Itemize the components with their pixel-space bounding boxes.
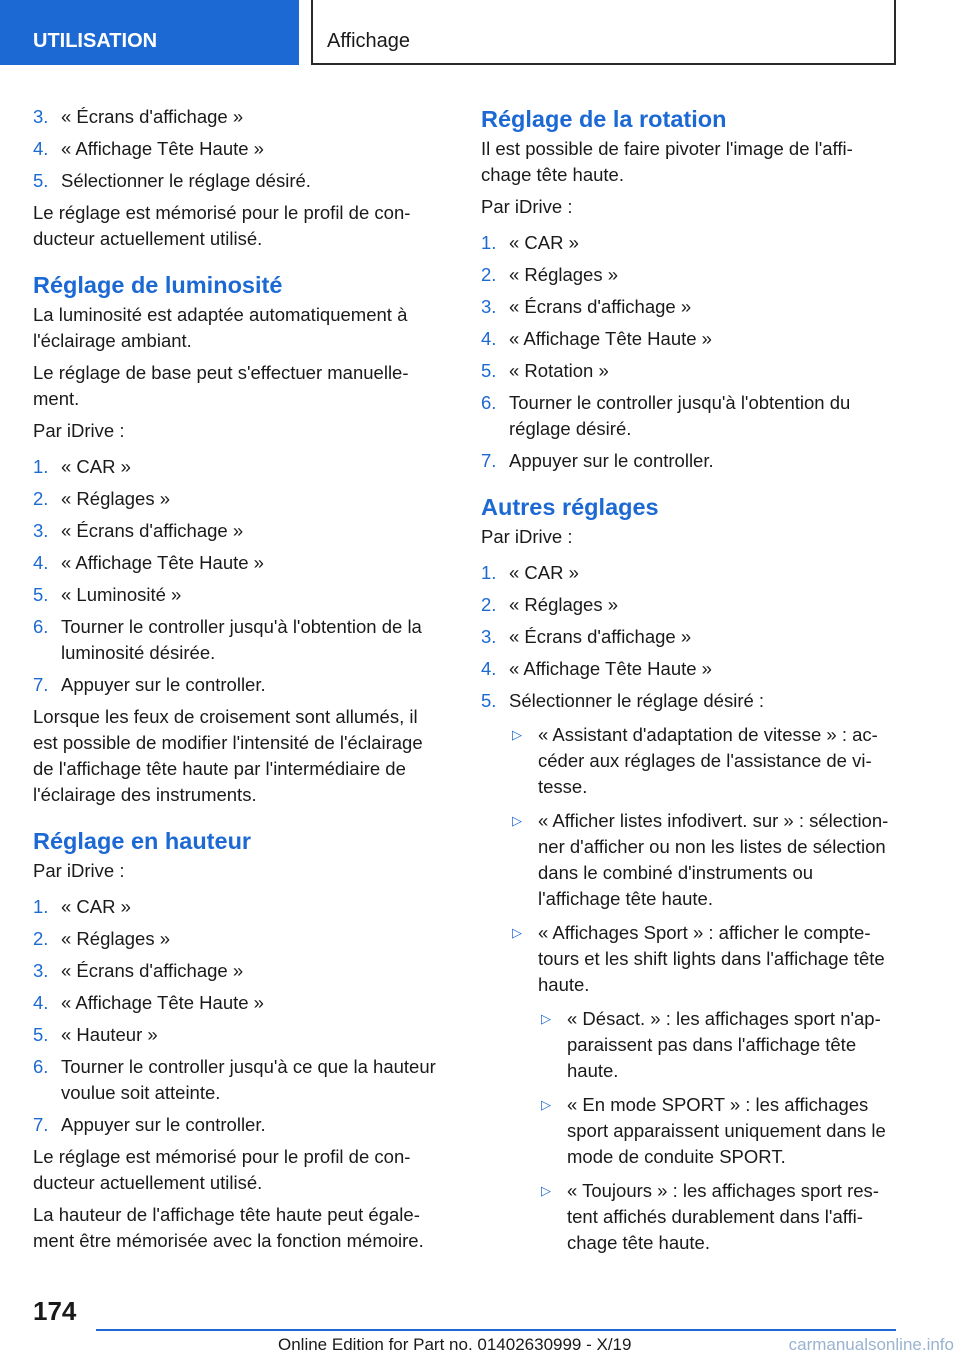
heading-hauteur: Réglage en hauteur bbox=[33, 828, 252, 854]
right-column bbox=[481, 104, 896, 1264]
bullet-item bbox=[509, 920, 896, 1256]
step-number: 2. bbox=[33, 928, 49, 949]
paragraph: La hauteur de l'affichage tête haute peut également être mémorisée avec la fonction mémoire. bbox=[33, 1204, 424, 1251]
list-item bbox=[33, 894, 441, 920]
step-text: « Écrans d'affichage » bbox=[61, 106, 244, 127]
header-section: UTILISATION bbox=[0, 0, 299, 65]
bullet-text: « Assistant d'adaptation de vitesse » : accéder aux réglages de l'assistance de vitesse. bbox=[538, 724, 878, 797]
paragraph: Lorsque les feux de croisement sont allumés, il est possible de modifier l'intensité de l'éclairage de l'affichage tête haute par l'intermédiaire de l'éclairage des instruments. bbox=[33, 706, 423, 805]
header-title: Affichage bbox=[311, 0, 896, 65]
paragraph: La luminosité est adaptée automatiquement à l'éclairage ambiant. bbox=[33, 304, 408, 351]
footer-divider bbox=[96, 1329, 896, 1331]
list-item bbox=[481, 294, 896, 320]
list-item bbox=[481, 688, 896, 1256]
list-item bbox=[33, 1112, 441, 1138]
step-text: « CAR » bbox=[61, 896, 131, 917]
step-number: 6. bbox=[33, 616, 49, 637]
step-number: 7. bbox=[33, 1114, 49, 1135]
list-item bbox=[33, 518, 441, 544]
list-item bbox=[33, 168, 441, 194]
bullet-item bbox=[509, 808, 896, 912]
bullet-text: « Affichages Sport » : afficher le compte-tours et les shift lights dans l'affichage tête haute. bbox=[538, 922, 885, 995]
sub-bullet-list bbox=[538, 1006, 896, 1256]
step-number: 1. bbox=[33, 456, 49, 477]
step-number: 5. bbox=[481, 690, 497, 711]
page-number: 174 bbox=[33, 1296, 77, 1326]
step-text: « Réglages » bbox=[509, 264, 619, 285]
list-item bbox=[481, 358, 896, 384]
list-item bbox=[481, 230, 896, 256]
paragraph: Par iDrive : bbox=[481, 196, 573, 217]
bullet-text: « Afficher listes infodivert. sur » : sélectionner d'afficher ou non les listes de sélection dans le combiné d'instruments ou l'affichage tête haute. bbox=[538, 810, 889, 909]
list-item bbox=[33, 926, 441, 952]
step-number: 1. bbox=[33, 896, 49, 917]
step-text: « Écrans d'affichage » bbox=[61, 960, 244, 981]
left-column bbox=[33, 104, 441, 1260]
step-number: 4. bbox=[33, 992, 49, 1013]
watermark: carmanualsonline.info bbox=[788, 1335, 954, 1354]
paragraph: Le réglage est mémorisé pour le profil de conducteur actuellement utilisé. bbox=[33, 202, 411, 249]
step-number: 6. bbox=[33, 1056, 49, 1077]
list-item bbox=[33, 486, 441, 512]
step-number: 4. bbox=[33, 552, 49, 573]
triangle-bullet-icon: ▷ bbox=[541, 1011, 551, 1026]
list-item bbox=[33, 550, 441, 576]
step-number: 6. bbox=[481, 392, 497, 413]
step-text: Tourner le controller jusqu'à l'obtention du réglage désiré. bbox=[509, 392, 851, 439]
list-steps-hauteur bbox=[33, 894, 441, 1138]
step-text: Sélectionner le réglage désiré : bbox=[509, 690, 765, 711]
step-number: 1. bbox=[481, 232, 497, 253]
bullet-list bbox=[509, 722, 896, 1256]
step-number: 4. bbox=[33, 138, 49, 159]
step-text: « Rotation » bbox=[509, 360, 609, 381]
list-item bbox=[33, 582, 441, 608]
step-text: « Affichage Tête Haute » bbox=[509, 328, 712, 349]
triangle-bullet-icon: ▷ bbox=[541, 1097, 551, 1112]
step-number: 7. bbox=[33, 674, 49, 695]
step-text: Tourner le controller jusqu'à l'obtention de la luminosité désirée. bbox=[61, 616, 422, 663]
list-item bbox=[33, 672, 441, 698]
step-text: « CAR » bbox=[509, 562, 579, 583]
step-number: 3. bbox=[481, 626, 497, 647]
bullet-text: « Toujours » : les affichages sport restent affichés durablement dans l'affichage tête haute. bbox=[567, 1180, 879, 1253]
step-text: Tourner le controller jusqu'à ce que la hauteur voulue soit atteinte. bbox=[61, 1056, 436, 1103]
step-number: 2. bbox=[481, 264, 497, 285]
list-item bbox=[481, 656, 896, 682]
step-number: 1. bbox=[481, 562, 497, 583]
triangle-bullet-icon: ▷ bbox=[541, 1183, 551, 1198]
paragraph: Il est possible de faire pivoter l'image de l'affichage tête haute. bbox=[481, 138, 853, 185]
list-item bbox=[481, 592, 896, 618]
list-item bbox=[33, 1054, 441, 1106]
bullet-text: « En mode SPORT » : les affichages sport apparaissent uniquement dans le mode de conduite SPORT. bbox=[567, 1094, 886, 1167]
paragraph: Par iDrive : bbox=[481, 526, 573, 547]
triangle-bullet-icon: ▷ bbox=[512, 727, 522, 742]
step-text: « Écrans d'affichage » bbox=[509, 296, 692, 317]
list-item bbox=[33, 990, 441, 1016]
list-item bbox=[33, 136, 441, 162]
step-text: « CAR » bbox=[61, 456, 131, 477]
sub-bullet-item bbox=[538, 1006, 896, 1084]
paragraph: Par iDrive : bbox=[33, 420, 125, 441]
list-item bbox=[33, 614, 441, 666]
step-text: « Hauteur » bbox=[61, 1024, 158, 1045]
step-text: « Écrans d'affichage » bbox=[61, 520, 244, 541]
list-item bbox=[481, 448, 896, 474]
step-text: « Luminosité » bbox=[61, 584, 182, 605]
list-steps-autres bbox=[481, 560, 896, 1256]
step-text: « Réglages » bbox=[61, 928, 171, 949]
list-item bbox=[481, 624, 896, 650]
step-number: 5. bbox=[33, 1024, 49, 1045]
list-item bbox=[33, 454, 441, 480]
step-number: 5. bbox=[481, 360, 497, 381]
triangle-bullet-icon: ▷ bbox=[512, 813, 522, 828]
step-text: « Écrans d'affichage » bbox=[509, 626, 692, 647]
sub-bullet-item bbox=[538, 1178, 896, 1256]
list-item bbox=[481, 560, 896, 586]
step-text: Appuyer sur le controller. bbox=[61, 674, 266, 695]
step-text: « Affichage Tête Haute » bbox=[61, 138, 264, 159]
triangle-bullet-icon: ▷ bbox=[512, 925, 522, 940]
step-number: 7. bbox=[481, 450, 497, 471]
paragraph: Le réglage de base peut s'effectuer manuellement. bbox=[33, 362, 409, 409]
step-number: 4. bbox=[481, 658, 497, 679]
heading-luminosite: Réglage de luminosité bbox=[33, 272, 283, 298]
step-text: Appuyer sur le controller. bbox=[509, 450, 714, 471]
list-item bbox=[481, 390, 896, 442]
step-text: « Affichage Tête Haute » bbox=[61, 552, 264, 573]
sub-bullet-item bbox=[538, 1092, 896, 1170]
heading-rotation: Réglage de la rotation bbox=[481, 106, 727, 132]
list-item bbox=[33, 1022, 441, 1048]
step-number: 2. bbox=[481, 594, 497, 615]
step-number: 3. bbox=[33, 960, 49, 981]
step-number: 3. bbox=[33, 106, 49, 127]
list-item bbox=[481, 326, 896, 352]
step-text: « CAR » bbox=[509, 232, 579, 253]
heading-autres: Autres réglages bbox=[481, 494, 659, 520]
step-text: Appuyer sur le controller. bbox=[61, 1114, 266, 1135]
step-text: « Réglages » bbox=[61, 488, 171, 509]
step-number: 5. bbox=[33, 170, 49, 191]
step-text: « Affichage Tête Haute » bbox=[509, 658, 712, 679]
paragraph: Le réglage est mémorisé pour le profil de conducteur actuellement utilisé. bbox=[33, 1146, 411, 1193]
paragraph: Par iDrive : bbox=[33, 860, 125, 881]
list-steps-luminosite bbox=[33, 454, 441, 698]
list-item bbox=[33, 104, 441, 130]
list-item bbox=[33, 958, 441, 984]
bullet-item bbox=[509, 722, 896, 800]
list-steps-rotation bbox=[481, 230, 896, 474]
step-text: « Réglages » bbox=[509, 594, 619, 615]
list-item bbox=[481, 262, 896, 288]
list-steps-continued bbox=[33, 104, 441, 194]
step-text: Sélectionner le réglage désiré. bbox=[61, 170, 311, 191]
footer-edition: Online Edition for Part no. 01402630999 - X/19 bbox=[278, 1335, 632, 1354]
step-number: 4. bbox=[481, 328, 497, 349]
bullet-text: « Désact. » : les affichages sport n'apparaissent pas dans l'affichage tête haute. bbox=[567, 1008, 881, 1081]
step-number: 5. bbox=[33, 584, 49, 605]
step-text: « Affichage Tête Haute » bbox=[61, 992, 264, 1013]
step-number: 3. bbox=[481, 296, 497, 317]
step-number: 2. bbox=[33, 488, 49, 509]
step-number: 3. bbox=[33, 520, 49, 541]
